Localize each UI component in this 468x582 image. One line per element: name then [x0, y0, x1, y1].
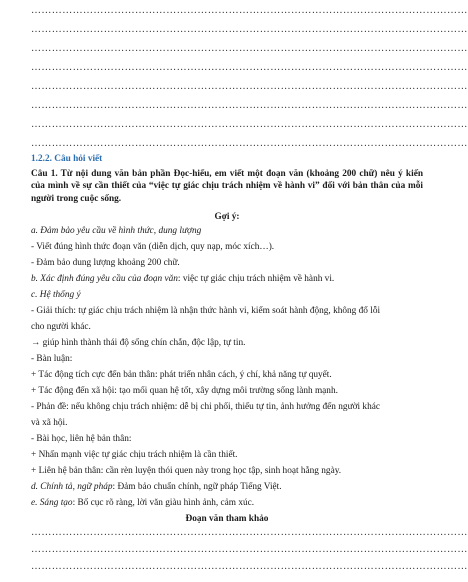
answer-line: ………………………………………………………………………………………………………………	[31, 138, 468, 149]
reference-title: Đoạn văn tham khảo	[185, 514, 269, 524]
hint-line-text: + Liên hệ bản thân: cần rèn luyện thói quen này trong học tập, sinh hoạt hằng ngày.	[31, 466, 342, 476]
hint-line-text: - Viết đúng hình thức đoạn văn (diễn dịch, quy nạp, móc xích…).	[31, 242, 275, 252]
hint-line-text: - Bàn luận:	[31, 354, 73, 364]
hint-line-text: + Nhấn mạnh việc tự giác chịu trách nhiệm là cần thiết.	[31, 450, 238, 460]
answer-line: ………………………………………………………………………………………………………………	[31, 119, 468, 130]
hint-title: Gợi ý:	[214, 212, 240, 222]
hint-line	[31, 273, 423, 285]
hint-line	[31, 417, 423, 429]
hint-line-text: : Đảm bảo chuẩn chính, ngữ pháp Tiếng Việt.	[112, 482, 282, 492]
hint-line-text: → giúp hình thành thái độ sống chín chắn, độc lập, tự tin.	[31, 338, 246, 348]
hint-line-text: và xã hội.	[31, 418, 68, 428]
hint-line-text: + Tác động tích cực đến bản thân: phát triển nhân cách, ý chí, khả năng tự quyết.	[31, 370, 332, 380]
hint-line	[31, 225, 423, 237]
hint-line	[31, 465, 423, 477]
hint-line-text: - Giải thích: tự giác chịu trách nhiệm là nhận thức hành vi, kiểm soát hành động, không đổ lỗi	[31, 306, 381, 316]
hint-line-text: + Tác động đến xã hội: tạo mối quan hệ tốt, xây dựng môi trường sống lành mạnh.	[31, 386, 338, 396]
hint-line-text: - Bài học, liên hệ bản thân:	[31, 434, 132, 444]
answer-line: ………………………………………………………………………………………………………………	[31, 24, 468, 35]
hint-line	[31, 241, 423, 253]
answer-line: ………………………………………………………………………………………………………………	[31, 561, 468, 572]
hint-line-text: - Phản đề: nếu không chịu trách nhiệm: dễ bị chi phối, thiếu tự tin, ảnh hưởng đến người khác	[31, 402, 380, 412]
hint-line	[31, 385, 423, 397]
hint-line-text: - Đảm bảo dung lượng khoảng 200 chữ.	[31, 258, 180, 268]
hint-line-italic: a. Đảm bảo yêu cầu về hình thức, dung lượng	[31, 226, 202, 236]
answer-line: ………………………………………………………………………………………………………………	[31, 81, 468, 92]
hint-line-italic: e. Sáng tạo	[31, 498, 73, 508]
answer-line: ………………………………………………………………………………………………………………	[31, 62, 468, 73]
hint-line	[31, 257, 423, 269]
hint-line	[31, 449, 423, 461]
hint-line-italic: d. Chính tả, ngữ pháp	[31, 482, 113, 492]
hint-line	[31, 481, 423, 493]
hint-line-text: : Bố cục rõ ràng, lời văn giàu hình ảnh, cảm xúc.	[72, 498, 255, 508]
answer-line: ………………………………………………………………………………………………………………	[31, 527, 468, 538]
answer-line: ………………………………………………………………………………………………………………	[31, 5, 468, 16]
answer-line: ………………………………………………………………………………………………………………	[31, 544, 468, 555]
hint-line	[31, 497, 423, 509]
hint-line-italic: c. Hệ thống ý	[31, 290, 81, 300]
hint-line	[31, 369, 423, 381]
hint-line-text: cho người khác.	[31, 322, 91, 332]
section-title: 1.2.2. Câu hỏi viết	[31, 154, 103, 164]
hint-line	[31, 305, 423, 317]
hint-line-italic: b. Xác định đúng yêu cầu của đoạn văn	[31, 274, 178, 284]
hint-line	[31, 401, 423, 413]
hint-line	[31, 321, 423, 333]
answer-line: ………………………………………………………………………………………………………………	[31, 100, 468, 111]
hint-line	[31, 433, 423, 445]
hint-line-text: : việc tự giác chịu trách nhiệm về hành vi.	[177, 274, 335, 284]
hint-line	[31, 337, 423, 349]
answer-line: ………………………………………………………………………………………………………………	[31, 43, 468, 54]
question-text: Câu 1. Từ nội dung văn bản phần Đọc-hiểu, em viết một đoạn văn (khoảng 200 chữ) nêu ý kiến của mình về sự cần thiết của “việc tự giác chịu trách nhiệm về hành vi” đối với bản thân của mỗi người trong cuộc sống.	[31, 169, 423, 204]
hint-line	[31, 353, 423, 365]
hint-line	[31, 289, 423, 301]
